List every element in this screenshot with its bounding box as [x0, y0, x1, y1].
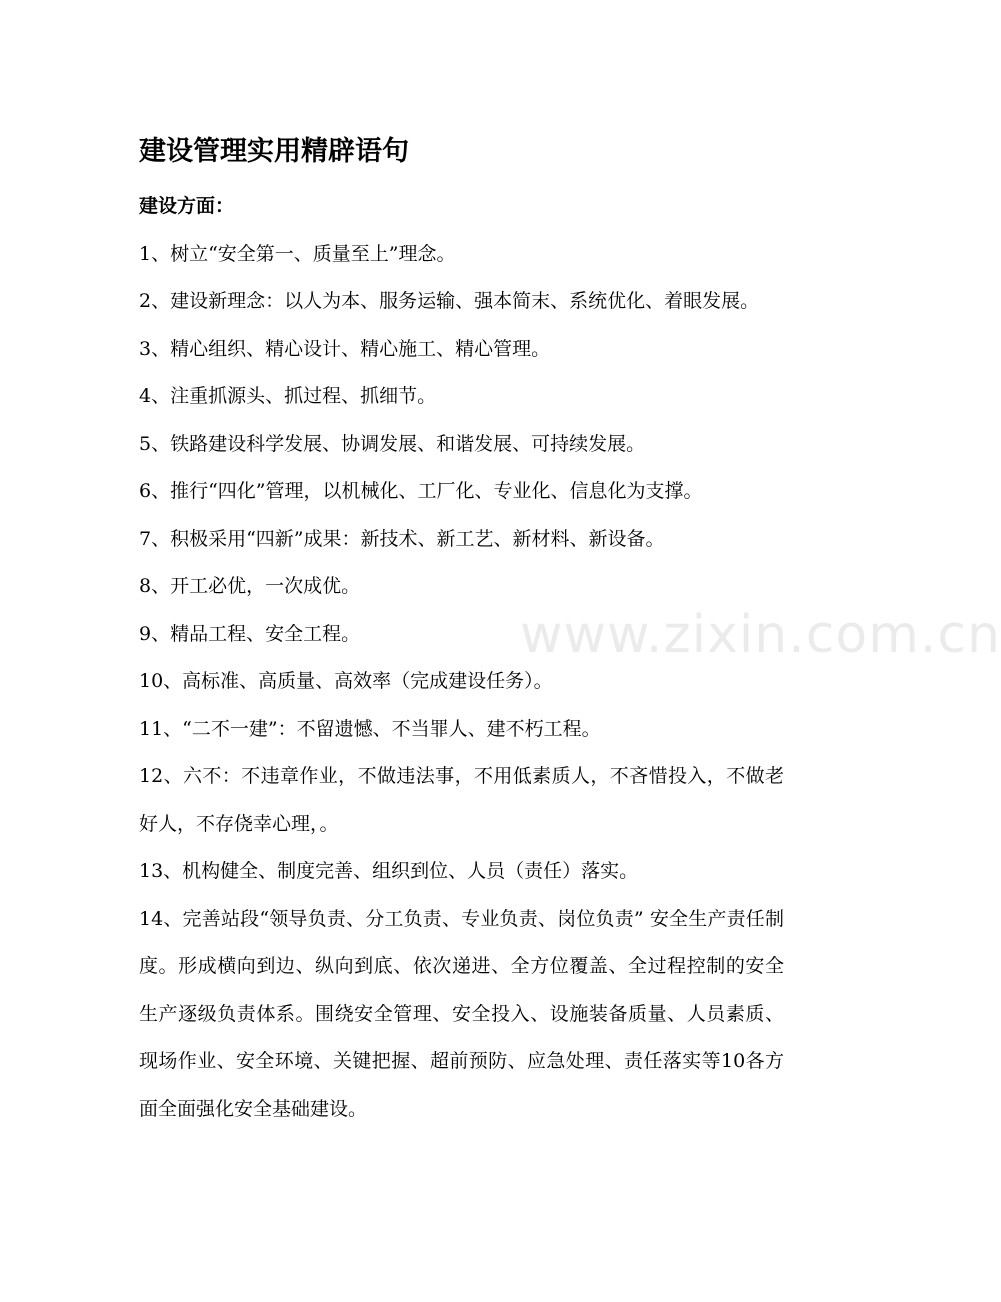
- list-item-11: 11、“二不一建”：不留遗憾、不当罪人、建不朽工程。: [139, 717, 601, 740]
- list-item-13: 13、机构健全、制度完善、组织到位、人员（责任）落实。: [139, 860, 639, 882]
- document-body: [139, 183, 784, 1133]
- list-item-2: 2、建设新理念：以人为本、服务运输、强本简末、系统优化、着眼发展。: [139, 290, 760, 312]
- section-heading: 建设方面：: [139, 195, 235, 217]
- list-item-10: 10、高标准、高质量、高效率（完成建设任务）。: [139, 670, 553, 692]
- watermark: www.zixin.com.cn: [520, 605, 1001, 665]
- list-item-5: 5、铁路建设科学发展、协调发展、和谐发展、可持续发展。: [139, 432, 646, 455]
- list-item-6: 6、推行“四化”管理，以机械化、工厂化、专业化、信息化为支撑。: [139, 480, 703, 502]
- list-item-8: 8、开工必优，一次成优。: [139, 575, 361, 597]
- list-item-7: 7、积极采用“四新”成果：新技术、新工艺、新材料、新设备。: [139, 527, 665, 550]
- list-item-12: 12、六不：不违章作业，不做违法事，不用低素质人，不吝惜投入，不做老好人，不存侥幸心理，。: [139, 765, 784, 835]
- list-item-14: 14、完善站段“领导负责、分工负责、专业负责、岗位负责” 安全生产责任制度。形成横向到边、纵向到底、依次递进、全方位覆盖、全过程控制的安全生产逐级负责体系。围绕安全管理、安全投入、设施装备质量、人员素质、现场作业、安全环境、关键把握、超前预防、应急处理、责任落实等10各方面全面强化安全基础建设。: [139, 907, 784, 1120]
- list-item-3: 3、精心组织、精心设计、精心施工、精心管理。: [139, 337, 551, 360]
- list-item-1: 1、树立“安全第一、质量至上”理念。: [139, 242, 456, 265]
- list-item-9: 9、精品工程、安全工程。: [139, 622, 361, 645]
- list-item-4: 4、注重抓源头、抓过程、抓细节。: [139, 385, 437, 407]
- document-title: 建设管理实用精辟语句: [139, 136, 409, 167]
